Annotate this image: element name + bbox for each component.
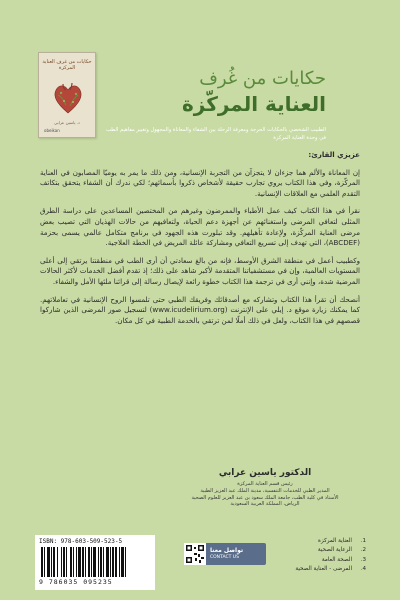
paragraph: نقرأ في هذا الكتاب كيف عمل الأطباء والممرضون وغيرهم من المختصين المساعدين على دراسة الطرق المثلى لتعافي المرضى واستغنائهم عن أجهزة دعم الحياة، ولتعافيهم من حالات الهذيان التي تصيب بعض مرضى العناية المركّزة، ولإعادة تأهيلهم. وقد تبلورت هذه الجهود في برنامج متكامل عالمي يسمى بحزمة (ABCDEF)، التي تهدف إلى تسريع التعافي ومشاركة عائلة المريض في الخطة العلاجية. — [40, 206, 360, 248]
greeting: عزيزي القارئ: — [308, 150, 360, 159]
paragraph: أنصحك أن تقرأ هذا الكتاب وتشاركه مع أصدقائك وفريقك الطبي حتى تلمسوا الروح الإنسانية في تعاملاتهم. كما يمكنك زيارة موقع د. إيلي على الإنترنت (www.icudelirium.org) لتسجيل صور المرضى الذين شاركوا قصصهم في هذا الكتاب، ولعل في ذلك أملًا لمن ترتقي بالخدمة الطبية في كل مكان. — [40, 294, 360, 325]
isbn-number: ISBN: 978-603-509-523-5 — [39, 538, 123, 545]
thumbnail-title: حكايات من غرف العناية المركزة — [42, 59, 92, 71]
isbn-barcode — [35, 535, 155, 590]
barcode-digits: 9 786035 095235 — [39, 578, 113, 586]
paragraph: وكطبيب أعمل في منطقة الشرق الأوسط، فإنه من بالغ سعادتي أن أرى الطب في منطقتنا يرتقي إلى أعلى المستويات العالمية، وإن في مستشفياتنا المتقدمة لأكبر شاهد على ذلك؛ إذ تقدم أفضل الخدمات لأكثر الحالات المرضية شدة، وإنني أرى في ترجمة هذا الكتاب خطوة رائعة لإيصال رسالة إلى قرائنا ملئها الأمل والشفاء. — [40, 255, 360, 286]
signatory-role-line: المدير الطبي للخدمات التنفسية، مدينة الملك عبد العزيز الطبية — [200, 487, 330, 494]
category-item: 4. المرضى - العناية الصحية — [295, 566, 366, 573]
signatory-role-line: الرياض، المملكة العربية السعودية — [230, 501, 300, 508]
signatory-role-line: الأستاذ في كلية الطب، جامعة الملك سعود بن عبد العزيز للعلوم الصحية — [191, 494, 339, 501]
thumbnail-publisher: obeikan — [44, 128, 60, 133]
qr-code-icon[interactable] — [184, 543, 206, 565]
book-cover-thumbnail — [38, 52, 96, 138]
thumbnail-author: د. ياسين عرابي — [54, 120, 80, 125]
category-item: 1. العناية المركزة — [318, 538, 366, 544]
contact-us-qr[interactable] — [184, 543, 266, 565]
contact-label-english: CONTACT US — [210, 555, 239, 560]
subject-categories — [266, 537, 366, 575]
barcode-graphic — [39, 547, 151, 577]
category-item: 3. الصحة العامة — [321, 556, 366, 563]
book-title-line-2: العناية المركّزة — [181, 92, 326, 116]
book-title-line-1: حكايات من غُرف — [199, 68, 326, 89]
signatory-role-line: رئيس قسم العناية المركزة — [237, 481, 293, 487]
contact-label-arabic: تواصل معنا — [210, 547, 244, 554]
book-subtitle: الطبيب الشخصي بالحكايات الحرجة ومعرفة الرحلة بين الشفاء والمعاناة والمجهول وتغيير مفاهيم الطب في وحدة العناية المركزة — [105, 127, 326, 141]
foreword-text — [40, 150, 360, 333]
anatomical-heart-illustration — [52, 81, 84, 115]
signatory-name: الدكتور ياسين عرابي — [218, 468, 312, 478]
category-item: 2. الرعاية الصحية — [317, 547, 366, 554]
signature-block — [170, 468, 360, 508]
paragraph: إن المعاناة والألم هما جزءان لا يتجزآن من التجربة الإنسانية، ومن ذلك ما يمر به يوميًا المصابون في العناية المركّزة، وفي هذا الكتاب يروي تجارب حقيقة لأشخاص ذكروا بأسمائهم؛ لكي ندرك أن الشفاء يتحقق بتكاتف التقدم العلمي مع العلاقات الإنسانية. — [40, 167, 360, 198]
